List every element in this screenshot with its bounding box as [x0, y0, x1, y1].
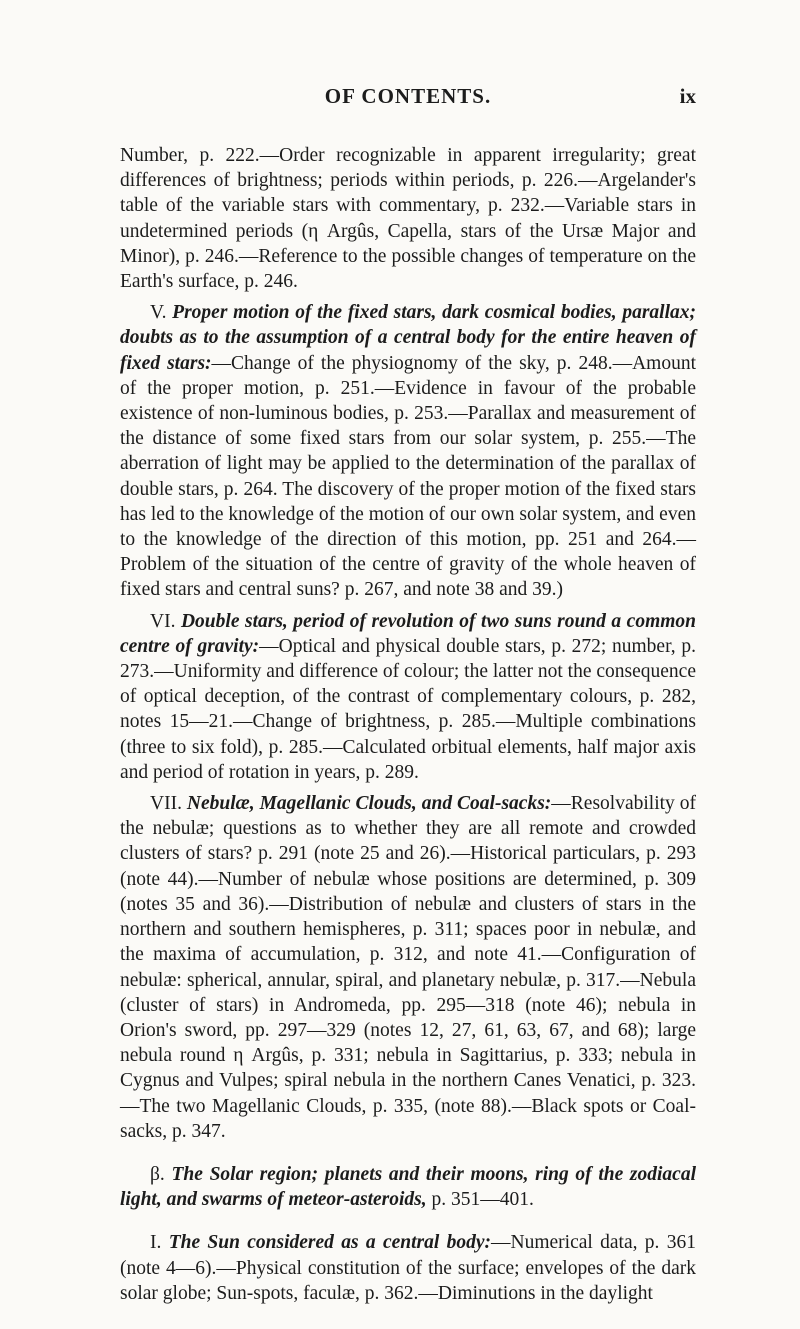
section-heading: Proper motion of the fixed stars, dark cosmical bodies, parallax; doubts as to the assumption of a central body for the entire heaven of fixed stars:	[120, 302, 696, 374]
section-numeral: I.	[150, 1232, 169, 1254]
section-solar-region	[120, 1162, 696, 1212]
section-text: —Change of the physiognomy of the sky, p. 248.—Amount of the proper motion, p. 251.—Evidence in favour of the probable existence of non-luminous bodies, p. 253.—Parallax and measurement of the distance of some fixed stars from our solar system, p. 255.—The aberration of light may be applied to the determination of the parallax of double stars, p. 264. The discovery of the proper motion of the fixed stars has led to the knowledge of the motion of our own solar system, and even to the knowledge of the direction of this motion, pp. 251 and 264.—Problem of the situation of the centre of gravity of the whole heaven of fixed stars and central suns? p. 267, and note 38 and 39.)	[120, 352, 696, 601]
section-text: p. 351—401.	[426, 1189, 534, 1211]
section-nebulae	[120, 791, 696, 1144]
section-numeral: β.	[150, 1163, 172, 1185]
section-double-stars	[120, 609, 696, 785]
section-numeral: VII.	[150, 793, 187, 815]
page-number: ix	[679, 84, 696, 108]
running-title: OF CONTENTS.	[324, 84, 492, 108]
page-header	[120, 84, 696, 120]
section-heading: The Solar region; planets and their moons, ring of the zodiacal light, and swarms of meteor-asteroids,	[120, 1163, 697, 1211]
section-text: —Optical and physical double stars, p. 272; number, p. 273.—Uniformity and difference of colour; the latter not the consequence of optical deception, of the contrast of complementary colours, p. 282, notes 15—21.—Change of brightness, p. 285.—Multiple combinations (three to six fold), p. 285.—Calculated orbitual elements, half major axis and period of rotation in years, p. 289.	[120, 635, 696, 783]
section-text: —Numerical data, p. 361 (note 4—6).—Physical constitution of the surface; envelopes of the dark solar globe; Sun-spots, faculæ, p. 362.—Diminutions in the daylight	[120, 1232, 696, 1304]
section-text: —Resolvability of the nebulæ; questions as to whether they are all remote and crowded clusters of stars? p. 291 (note 25 and 26).—Historical particulars, p. 293 (note 44).—Number of nebulæ whose positions are determined, p. 309 (notes 35 and 36).—Distribution of nebulæ and clusters of stars in the northern and southern hemispheres, p. 311; spaces poor in nebulæ, and the maxima of accumulation, p. 312, and note 41.—Configuration of nebulæ: spherical, annular, spiral, and planetary nebulæ, p. 317.—Nebula (cluster of stars) in Andromeda, pp. 295—318 (note 46); nebula in Orion's sword, pp. 297—329 (notes 12, 27, 61, 63, 67, and 68); large nebula round η Argûs, p. 331; nebula in Sagittarius, p. 333; nebula in Cygnus and Vulpes; spiral nebula in the northern Canes Venatici, p. 323.—The two Magellanic Clouds, p. 335, (note 88).—Black spots or Coal-sacks, p. 347.	[120, 793, 696, 1142]
section-numeral: VI.	[150, 610, 181, 632]
paragraph-text: Number, p. 222.—Order recognizable in apparent irregularity; great differences of brightness; periods within periods, p. 226.—Argelander's table of the variable stars with commentary, p. 232.—Variable stars in undetermined periods (η Argûs, Capella, stars of the Ursæ Major and Minor), p. 246.—Reference to the possible changes of temperature on the Earth's surface, p. 246.	[120, 145, 696, 293]
section-heading: Nebulæ, Magellanic Clouds, and Coal-sacks:	[186, 793, 552, 815]
section-heading: The Sun considered as a central body:	[168, 1232, 492, 1254]
section-proper-motion	[120, 300, 696, 602]
contents-text	[120, 143, 696, 1312]
paragraph-variable-stars	[120, 143, 696, 294]
section-sun	[120, 1230, 696, 1306]
section-heading: Double stars, period of revolution of two suns round a common centre of gravity:	[120, 610, 696, 657]
section-numeral: V.	[150, 302, 173, 324]
